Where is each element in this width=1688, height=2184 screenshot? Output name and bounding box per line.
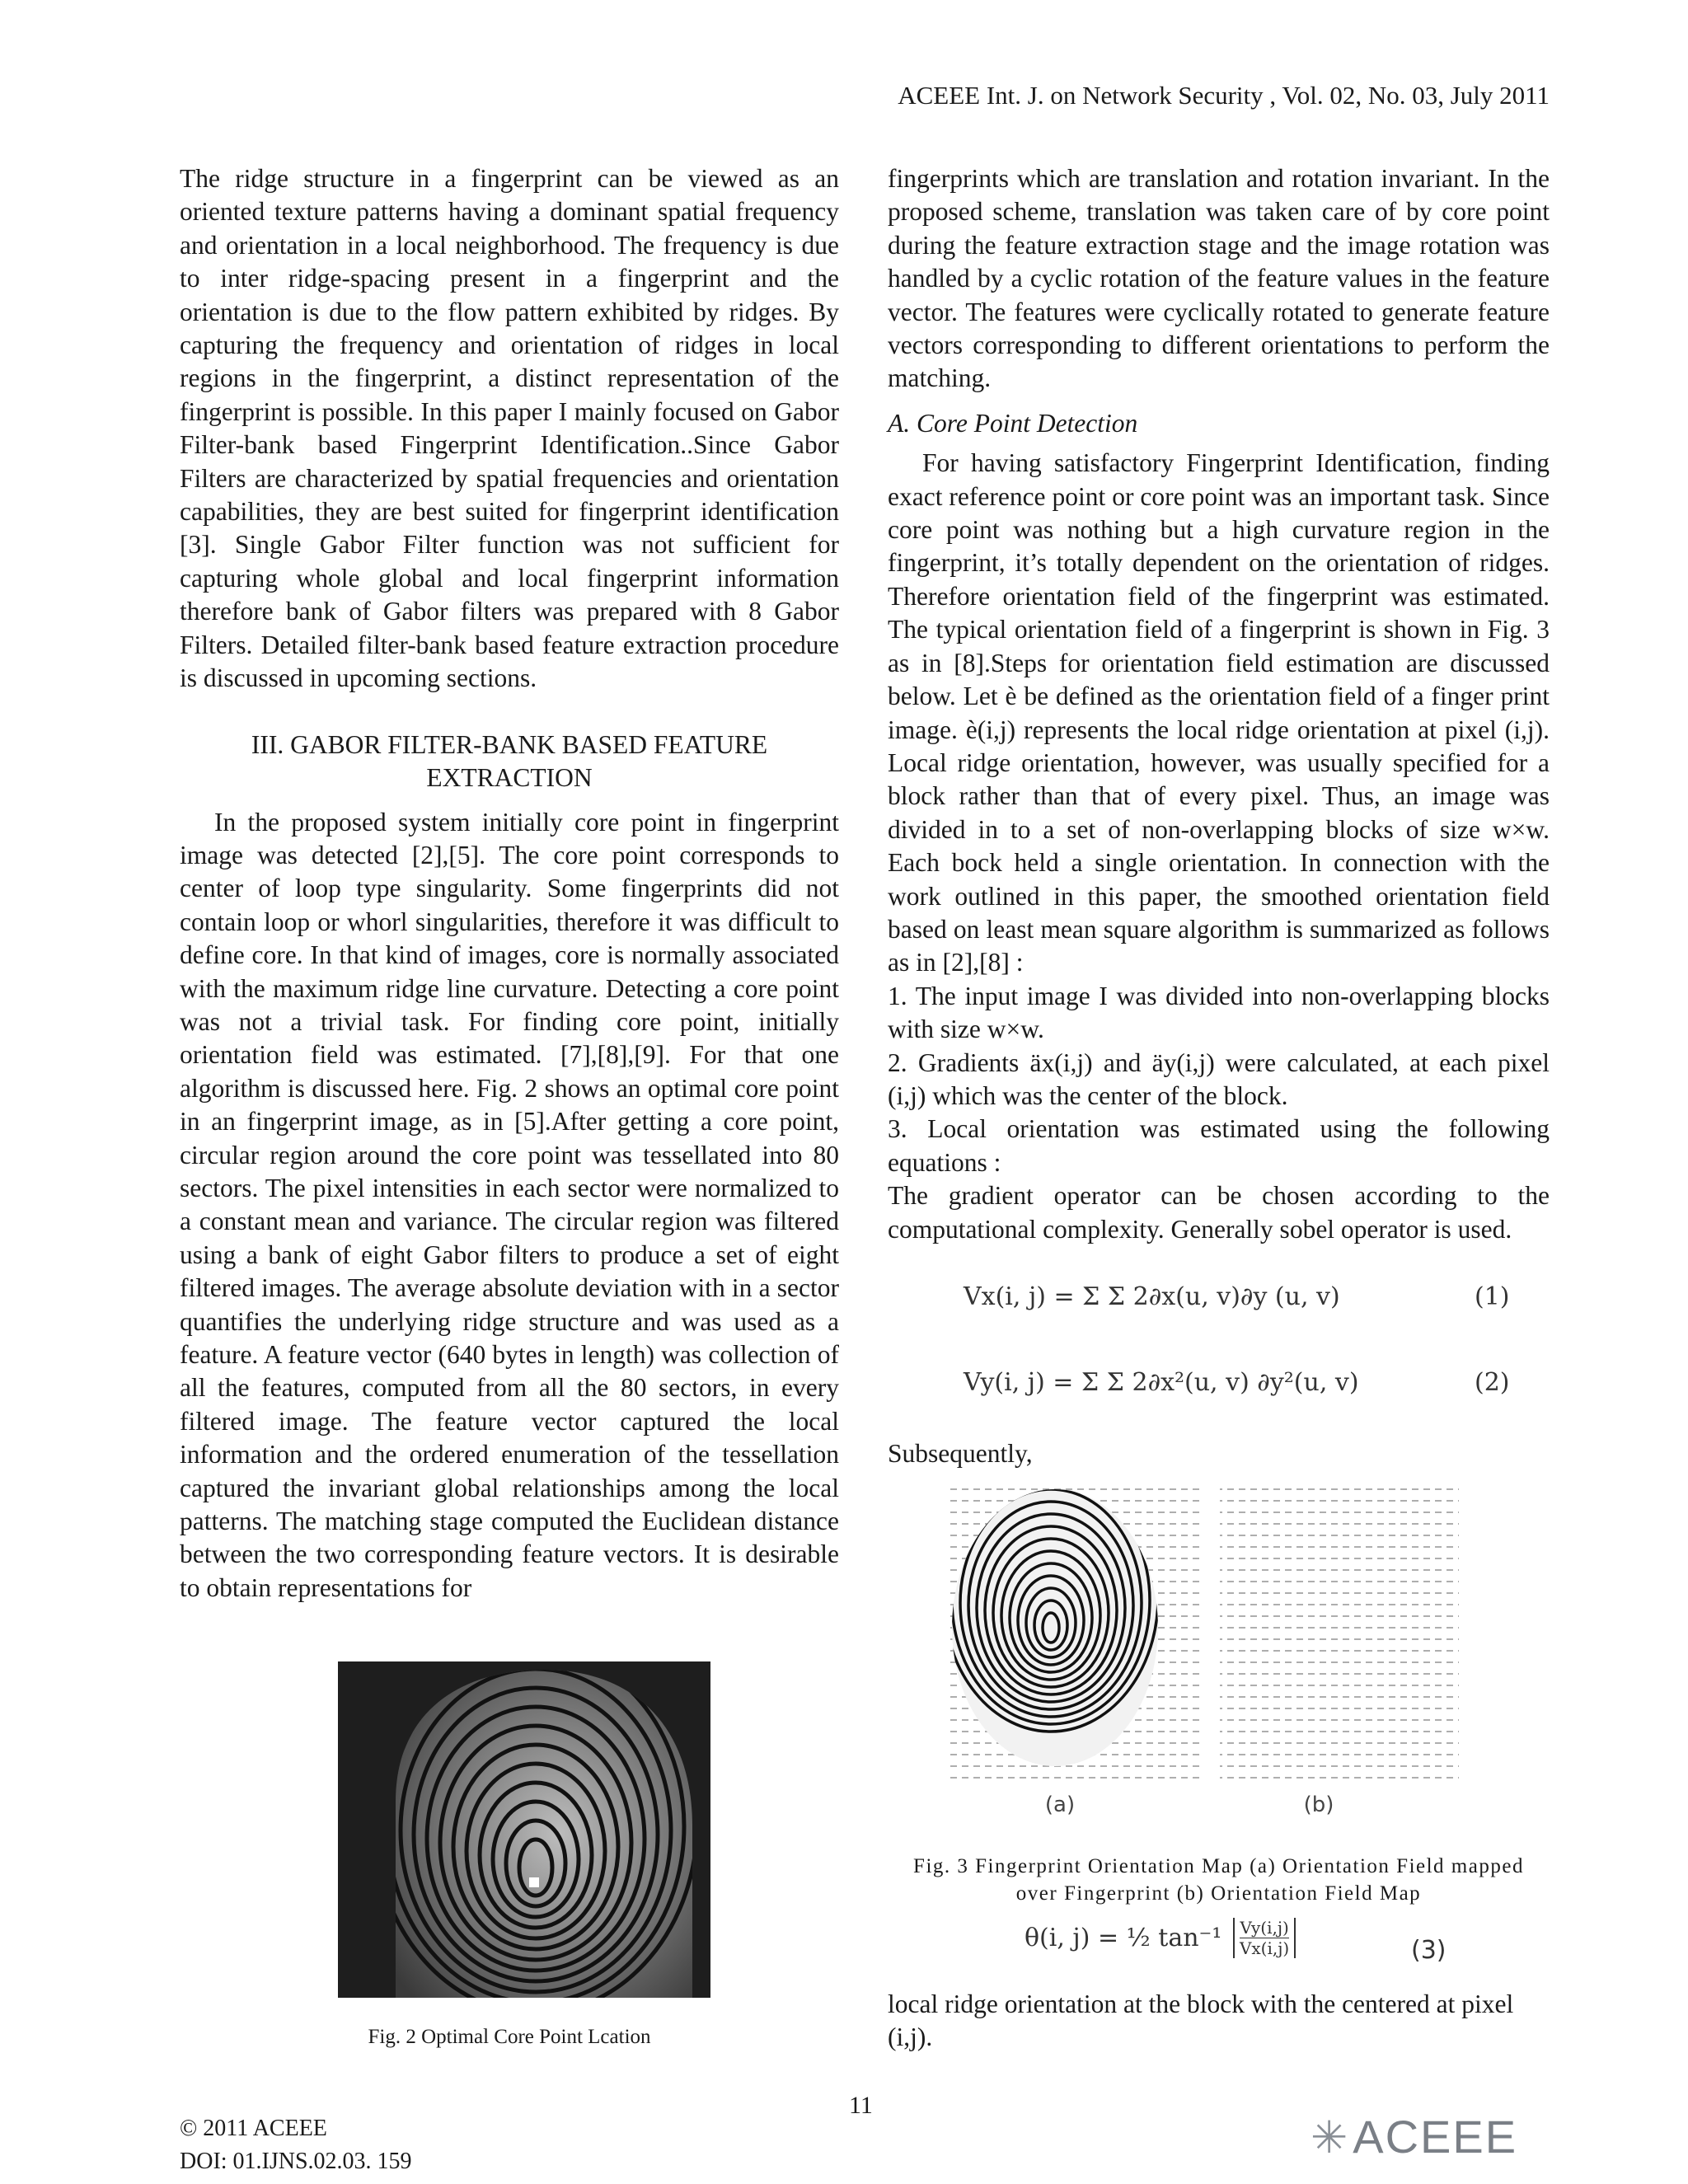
equation-3-number: (3) (1411, 1936, 1447, 1965)
step-1: 1. The input image I was divided into non-overlapping blocks with size w×w. (888, 981, 1550, 1044)
fingerprint-image-fig2 (338, 1661, 710, 1998)
paragraph: In the proposed system initially core point in fingerprint image was detected [2],[5]. The core point corresponds to center of loop type singularity. Some fingerprints did not contain loop or whorl singularities, therefore it was difficult to define core. In that kind of images, core is normally associated with the maximum ridge line curvature. Detecting a core point was not a trivial task. For finding core point, initially orientation field was estimated. [7],[8],[9]. For that one algorithm is discussed here. Fig. 2 shows an optimal core point in an fingerprint image, as in [5].After getting a core point, circular region around the core point was tessellated into 80 sectors. The pixel intensities in each sector were normalized to a constant mean and variance. The circular region was filtered using a bank of eight Gabor filters to produce a set of eight filtered images. The average absolute deviation with in a sector quantifies the underlying ridge structure and was used as a feature. A feature vector (640 bytes in length) was collection of all the features, computed from all the 80 sectors, in every filtered image. The feature vector captured the local information and the ordered enumeration of the tessellation captured the invariant global relationships among the local patterns. The matching stage computed the Euclidean distance between the two corresponding feature vectors. It is desirable to obtain representations for (180, 807, 839, 1602)
orientation-map-fig3 (948, 1483, 1459, 1820)
doi-text: DOI: 01.IJNS.02.03. 159 (180, 2149, 412, 2174)
equation-2-body: Vy(i, j) = Σ Σ 2∂x²(u, v) ∂y²(u, v) (964, 1368, 1359, 1397)
step-3: 3. Local orientation was estimated using the following equations : (888, 1114, 1550, 1177)
left-column (180, 162, 839, 1605)
equation-1 (964, 1281, 1510, 1314)
equation-1-number: (1) (1475, 1282, 1510, 1311)
aceee-logo (1311, 2110, 1517, 2163)
running-header: ACEEE Int. J. on Network Security , Vol. 02, No. 03, July 2011 (898, 81, 1550, 110)
right-column (888, 162, 1550, 1470)
equation-3-denominator: Vx(i,j) (1239, 1938, 1290, 1958)
paragraph: fingerprints which are translation and rotation invariant. In the proposed scheme, translation was taken care of by core point during the feature extraction stage and the image rotation was handled by a cyclic rotation of the feature values in the feature vector. The features were cyclically rotated to generate feature vectors corresponding to different orientations to perform the matching. (888, 164, 1550, 393)
page-number: 11 (849, 2092, 873, 2119)
section-heading-line2: EXTRACTION (426, 762, 593, 792)
paragraph: The ridge structure in a fingerprint can be viewed as an oriented texture patterns having a dominant spatial frequency and orientation in a local neighborhood. The frequency is due to inter ridge-spacing present in a fingerprint and the orientation is due to the flow pattern exhibited by ridges. By capturing the frequency and orientation of ridges in local regions in the fingerprint, a distinct representation of the fingerprint is possible. In this paper I mainly focused on Gabor Filter-bank based Fingerprint Identification..Since Gabor Filters are characterized by spatial frequencies and orientation capabilities, they are best suited for fingerprint identification [3]. Single Gabor Filter function was not sufficient for capturing whole global and local fingerprint information therefore bank of Gabor filters was prepared with 8 Gabor Filters. Detailed filter-bank based feature extraction procedure is discussed in upcoming sections. (180, 164, 839, 693)
star-logo-icon: ✳ (1311, 2113, 1350, 2163)
fig3-label-a: (a) (1044, 1793, 1076, 1817)
equation-3-numerator: Vy(i,j) (1240, 1918, 1289, 1938)
step-2: 2. Gradients äx(i,j) and äy(i,j) were calculated, at each pixel (i,j) which was the center of the block. (888, 1047, 1550, 1110)
paragraph: For having satisfactory Fingerprint Identification, finding exact reference point or core point was an important task. Since core point was nothing but a high curvature region in the fingerprint, it’s totally dependent on the orientation of ridges. Therefore orientation field of the fingerprint was estimated. The typical orientation field of a fingerprint is shown in Fig. 3 as in [8].Steps for orientation field estimation are discussed below. Let è be defined as the orientation field of a finger print image. è(i,j) represents the local ridge orientation at pixel (i,j). Local ridge orientation, however, was usually specified for a block rather than that of every pixel. Thus, an image was divided in to a set of non-overlapping blocks of size w×w. Each bock held a single orientation. In connection with the work outlined in this paper, the smoothed orientation field based on least mean square algorithm is summarized as follows as in [2],[8] : (888, 448, 1550, 977)
equation-2-number: (2) (1475, 1368, 1510, 1397)
copyright-text: © 2011 ACEEE (180, 2116, 327, 2141)
equations-block (888, 1269, 1550, 1434)
subsection-heading: A. Core Point Detection (888, 408, 1138, 438)
section-heading (180, 729, 839, 794)
figure-caption (888, 1853, 1550, 1907)
paragraph: local ridge orientation at the block with the centered at pixel (i,j). (888, 1990, 1514, 2051)
logo-text: ACEEE (1353, 2111, 1518, 2163)
footer-copyright (180, 2112, 412, 2178)
paragraph: Subsequently, (888, 1439, 1033, 1468)
fig3-caption-line1: Fig. 3 Fingerprint Orientation Map (a) Orientation Field mapped (913, 1855, 1524, 1877)
fig3-label-b: (b) (1303, 1793, 1334, 1817)
equation-2 (964, 1366, 1510, 1399)
figure-caption: Fig. 2 Optimal Core Point Lcation (368, 2026, 651, 2048)
equation-3 (1025, 1918, 1296, 1958)
equation-3-lhs: θ(i, j) = ½ tan⁻¹ (1025, 1924, 1222, 1952)
equation-1-body: Vx(i, j) = Σ Σ 2∂x(u, v)∂y (u, v) (964, 1282, 1340, 1311)
section-heading-line1: III. GABOR FILTER-BANK BASED FEATURE (251, 729, 768, 759)
fig3-caption-line2: over Fingerprint (b) Orientation Field Map (1015, 1882, 1422, 1905)
paragraph: The gradient operator can be chosen according to the computational complexity. Generally sobel operator is used. (888, 1181, 1550, 1244)
